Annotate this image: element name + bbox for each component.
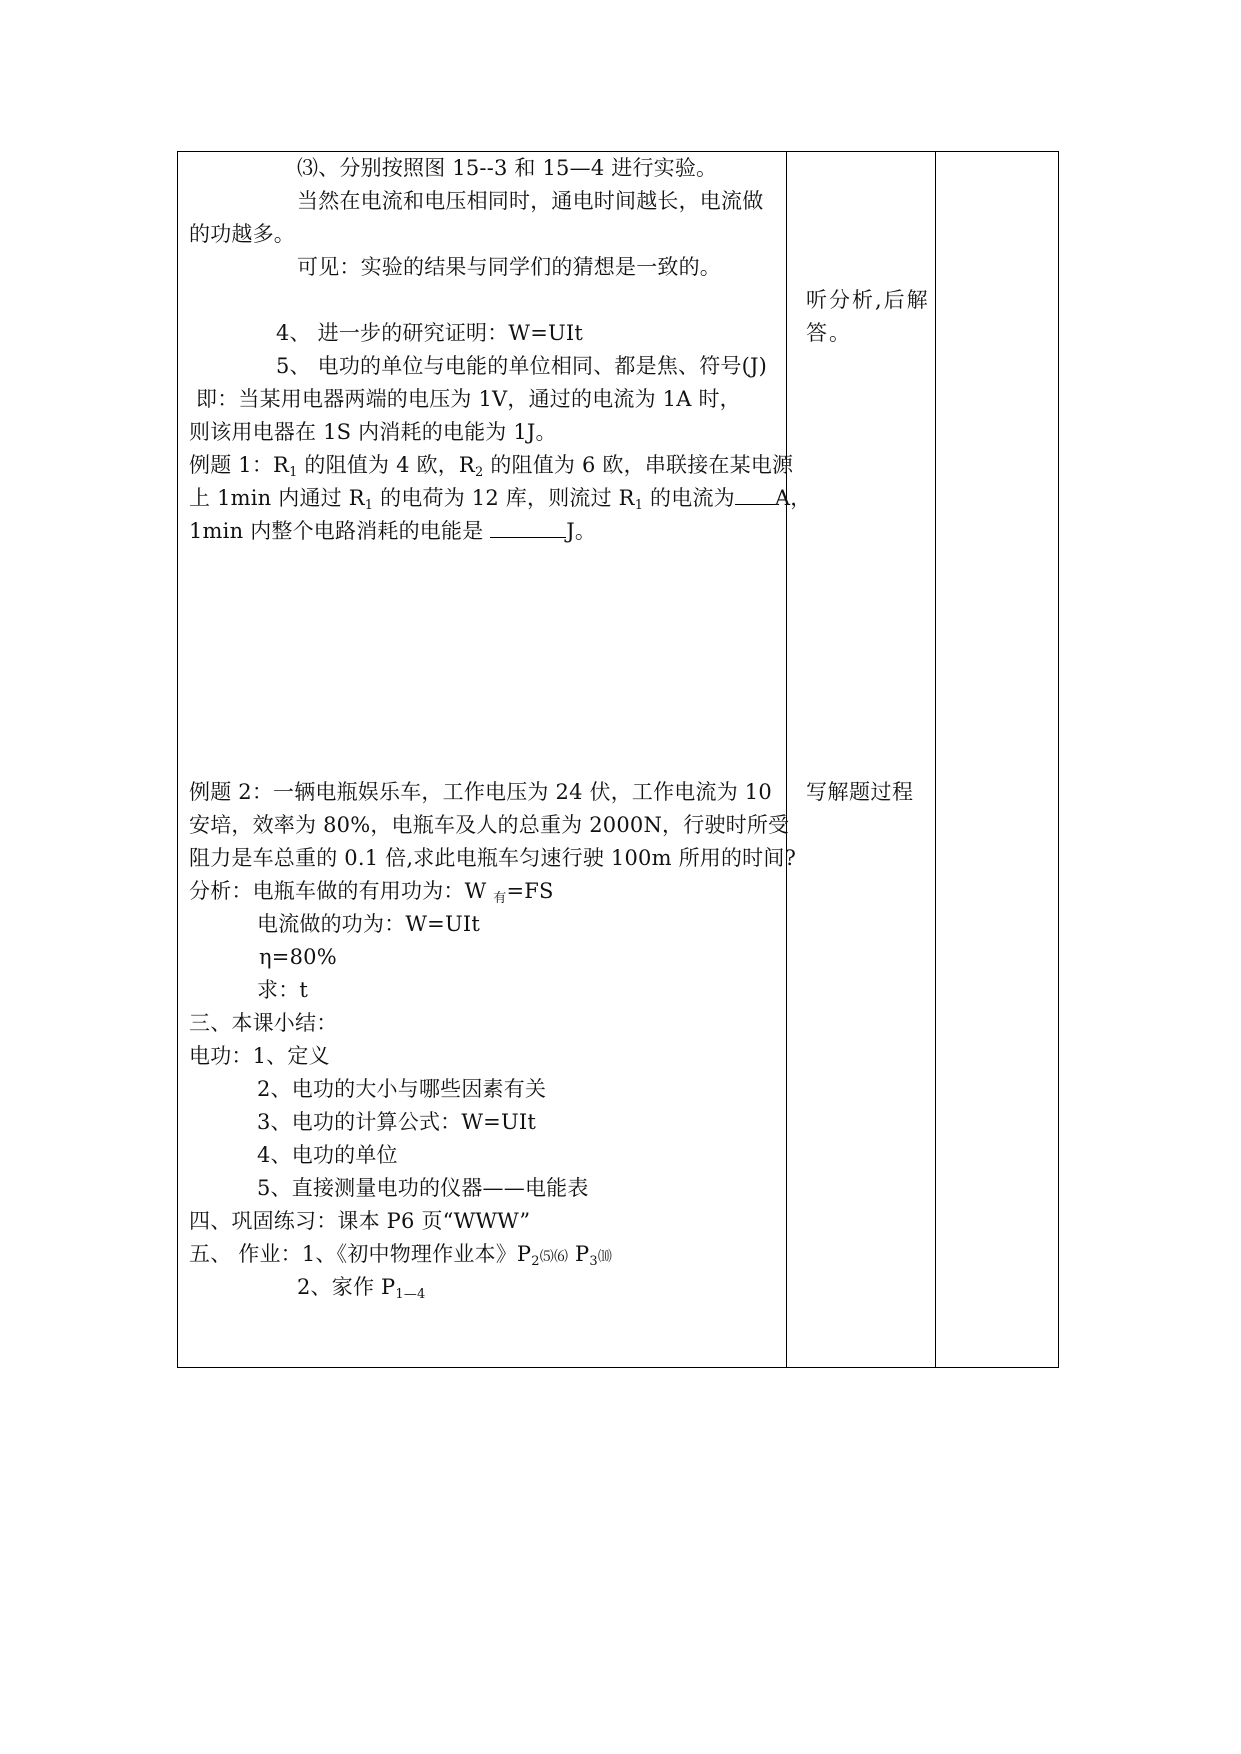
text-line: 即：当某用电器两端的电压为 1V，通过的电流为 1A 时， — [196, 387, 741, 411]
answer-blank — [490, 519, 566, 538]
text-line: 可见：实验的结果与同学们的猜想是一致的。 — [297, 255, 721, 279]
text-line: 4、电功的单位 — [257, 1143, 398, 1167]
teaching-note: 听分析,后解 — [806, 288, 930, 312]
teaching-note: 答。 — [806, 321, 852, 345]
text-line: 电流做的功为：W=UIt — [257, 912, 481, 936]
teaching-note: 写解题过程 — [806, 780, 914, 804]
example-1-line-3: 1min 内整个电路消耗的电能是 J。 — [189, 519, 597, 543]
section-heading: 三、本课小结： — [189, 1011, 338, 1035]
example-1-line-2: 上 1min 内通过 $R_1$ 的电荷为 12 库，则流过 $R_1$ 的电流为 A， — [189, 486, 812, 513]
text-line: 的功越多。 — [189, 222, 295, 246]
text-line: 安培，效率为 80%，电瓶车及人的总重为 2000N，行驶时所受 — [189, 813, 790, 837]
text-line: 5、 电功的单位与电能的单位相同、都是焦、符号(J) — [276, 354, 768, 378]
homework-line-1: 五、 作业：1、《初中物理作业本》$P_2⑸⑹$ $P_3⑽$ — [189, 1242, 613, 1269]
text-line: 当然在电流和电压相同时，通电时间越长，电流做 — [297, 189, 764, 213]
column-divider-1 — [786, 152, 787, 1367]
text-line: 电功：1、定义 — [189, 1044, 330, 1068]
text-line: 则该用电器在 1S 内消耗的电能为 1J。 — [189, 420, 557, 444]
column-divider-2 — [935, 152, 936, 1367]
text-line: 阻力是车总重的 0.1 倍,求此电瓶车匀速行驶 100m 所用的时间? — [189, 846, 797, 870]
text-line: 5、直接测量电功的仪器——电能表 — [257, 1176, 589, 1200]
analysis-line-1: 分析：电瓶车做的有用功为：W $_有$=FS — [189, 879, 554, 906]
text-line: 例题 2：一辆电瓶娱乐车，工作电压为 24 伏，工作电流为 10 — [189, 780, 772, 804]
section-heading: 四、巩固练习：课本 P6 页“WWW” — [189, 1209, 531, 1233]
text-line: η=80% — [259, 945, 337, 969]
homework-line-2: 2、家作 $P_{1—4}$ — [297, 1275, 426, 1302]
answer-blank — [735, 486, 775, 505]
text-line: ⑶、分别按照图 15--3 和 15—4 进行实验。 — [297, 156, 718, 180]
example-1-line-1: 例题 1：$R_1$ 的阻值为 4 欧，$R_2$ 的阻值为 6 欧，串联接在某电源 — [189, 453, 794, 480]
text-line: 求：t — [257, 978, 309, 1002]
text-line: 4、 进一步的研究证明：W=UIt — [276, 321, 584, 345]
text-line: 3、电功的计算公式：W=UIt — [257, 1110, 536, 1134]
text-line: 2、电功的大小与哪些因素有关 — [257, 1077, 547, 1101]
